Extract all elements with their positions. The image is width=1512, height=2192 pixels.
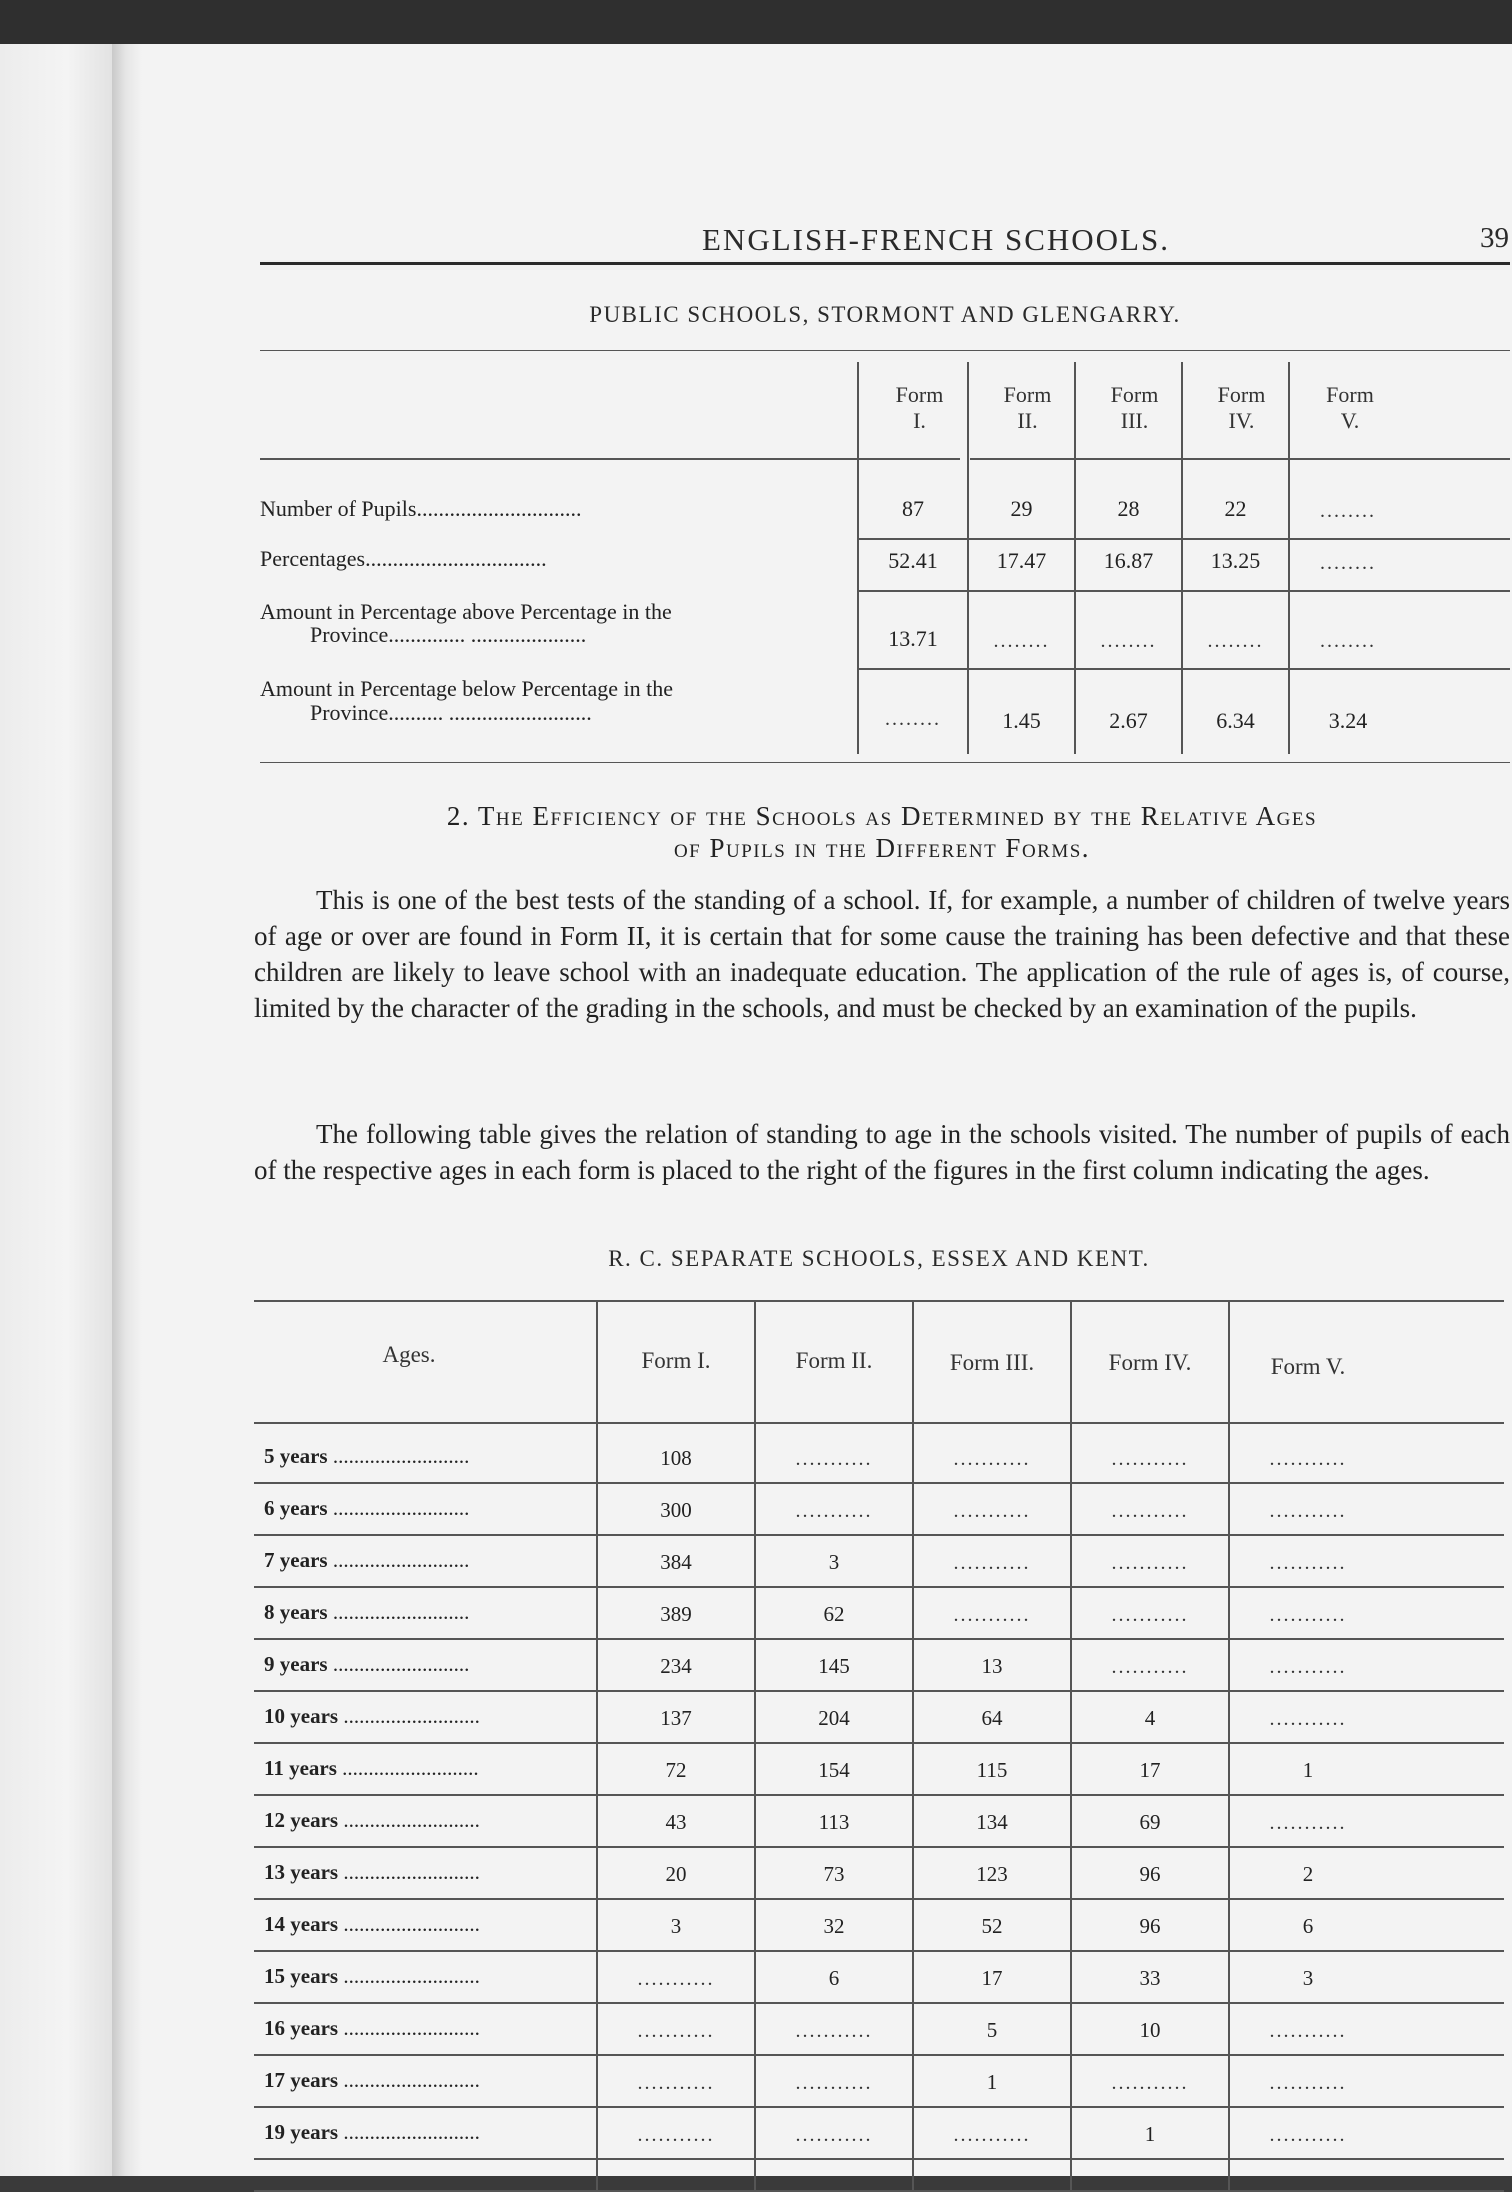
- t2-empty-cell: ...........: [1269, 2124, 1347, 2146]
- t2-cell: 43: [665, 1810, 687, 1834]
- document-page: [112, 44, 1512, 2176]
- t1-col-header-3: Form III.: [1110, 382, 1159, 433]
- t2-empty-cell: ...........: [1269, 1552, 1347, 1574]
- t2-age-label: 13 years ..........................: [264, 1860, 480, 1884]
- t2-cell: 72: [665, 1758, 687, 1782]
- t2-cell: 389: [660, 1602, 692, 1626]
- t2-age-label: 6 years ..........................: [264, 1496, 470, 1520]
- t2-age-label: 19 years ..........................: [264, 2120, 480, 2144]
- t2-cell: 6: [1302, 1914, 1314, 1938]
- t2-empty-cell: ...........: [953, 1500, 1031, 1522]
- t2-cell: 62: [823, 1602, 845, 1626]
- t2-age-label: 9 years ..........................: [264, 1652, 470, 1676]
- t2-row-rule: [254, 2158, 1504, 2160]
- t1-cell: 1.45: [1002, 708, 1041, 733]
- t2-cell: 13: [981, 1654, 1003, 1678]
- t1-col-header-4: Form IV.: [1217, 382, 1266, 433]
- t2-empty-cell: ...........: [1269, 1604, 1347, 1626]
- t1-row-rule: [859, 590, 1510, 592]
- t2-age-label: 15 years ..........................: [264, 1964, 480, 1988]
- t1-row-label-cont: Province.......... ..........................: [310, 700, 592, 725]
- t1-row-rule: [859, 538, 1510, 540]
- t2-row-rule: [254, 1534, 1504, 1536]
- t2-age-label: 14 years ..........................: [264, 1912, 480, 1936]
- t2-vline: [1228, 1302, 1230, 2192]
- t2-cell: 73: [823, 1862, 845, 1886]
- t2-cell: 1: [1302, 1758, 1314, 1782]
- t2-cell: 1: [1144, 2122, 1156, 2146]
- t2-age-label: 11 years ..........................: [264, 1756, 479, 1780]
- t2-empty-cell: ...........: [1111, 1448, 1189, 1470]
- t2-col-header-4: Form IV.: [1108, 1350, 1192, 1375]
- t2-empty-cell: ...........: [1111, 2072, 1189, 2094]
- t2-cell: 1: [986, 2070, 998, 2094]
- t2-empty-cell: ...........: [795, 1500, 873, 1522]
- t2-cell: 5: [986, 2018, 998, 2042]
- t2-row-rule: [254, 2106, 1504, 2108]
- page-number: 39: [1480, 222, 1509, 254]
- t2-cell: 20: [665, 1862, 687, 1886]
- facing-page-edge: [0, 44, 112, 2176]
- t1-cell: 87: [902, 496, 924, 521]
- t2-empty-cell: ...........: [1111, 1552, 1189, 1574]
- t1-cell: 17.47: [996, 548, 1047, 573]
- t2-cell: 96: [1139, 1862, 1161, 1886]
- t1-empty-cell: ........: [1320, 630, 1376, 652]
- t1-row-label: Amount in Percentage below Percentage in the: [260, 676, 673, 701]
- scan-top-border: [0, 0, 1512, 44]
- t2-empty-cell: ...........: [953, 1604, 1031, 1626]
- t2-vline: [912, 1302, 914, 2192]
- t2-row-rule: [254, 1638, 1504, 1640]
- t2-empty-cell: ...........: [1111, 1656, 1189, 1678]
- t2-empty-cell: ...........: [1269, 2072, 1347, 2094]
- t2-empty-cell: ...........: [1111, 1500, 1189, 1522]
- header-rule: [260, 262, 1510, 265]
- t1-row-label-cont: Province.............. .....................: [310, 622, 587, 647]
- t2-ages-header: Ages.: [382, 1342, 436, 1367]
- t1-cell: 13.71: [888, 626, 938, 651]
- t2-empty-cell: ...........: [953, 1552, 1031, 1574]
- t2-cell: 6: [828, 1966, 840, 1990]
- t2-cell: 234: [660, 1654, 692, 1678]
- t1-vline: [1288, 362, 1290, 754]
- t2-row-rule: [254, 1690, 1504, 1692]
- t2-row-rule: [254, 1482, 1504, 1484]
- t2-cell: 384: [660, 1550, 692, 1574]
- t2-empty-cell: ...........: [1111, 1604, 1189, 1626]
- t2-col-header-5: Form V.: [1270, 1354, 1346, 1379]
- t2-row-rule: [254, 1742, 1504, 1744]
- t1-row-label: Number of Pupils..............................: [260, 496, 582, 521]
- t2-age-label: 16 years ..........................: [264, 2016, 480, 2040]
- t2-empty-cell: ...........: [1269, 1500, 1347, 1522]
- t2-cell: 52: [981, 1914, 1003, 1938]
- t2-empty-cell: ...........: [637, 2072, 715, 2094]
- t2-col-header-2: Form II.: [795, 1348, 873, 1373]
- t1-cell: 16.87: [1103, 548, 1154, 573]
- t2-cell: 137: [660, 1706, 692, 1730]
- t2-vline: [1070, 1302, 1072, 2192]
- t2-cell: 96: [1139, 1914, 1161, 1938]
- t2-cell: 69: [1139, 1810, 1161, 1834]
- t2-empty-cell: ...........: [953, 1448, 1031, 1470]
- t1-empty-cell: ........: [1207, 630, 1264, 652]
- t1-empty-cell: ........: [885, 708, 941, 730]
- t2-age-label: 5 years ..........................: [264, 1444, 470, 1468]
- t2-header-underline: [254, 1422, 1504, 1424]
- t1-row-label: Amount in Percentage above Percentage in the: [260, 599, 672, 624]
- t2-cell: 123: [976, 1862, 1008, 1886]
- t2-row-rule: [254, 1846, 1504, 1848]
- t2-empty-cell: ...........: [795, 2020, 873, 2042]
- t2-top-rule: [254, 1300, 1504, 1302]
- t2-cell: 17: [981, 1966, 1003, 1990]
- t2-col-header-3: Form III.: [949, 1350, 1035, 1375]
- t1-header-underline: [260, 458, 960, 460]
- t1-cell: 3.24: [1328, 708, 1368, 733]
- t1-empty-cell: ........: [1100, 630, 1157, 652]
- t2-cell: 4: [1144, 1706, 1156, 1730]
- t1-cell: 2.67: [1109, 708, 1148, 733]
- t1-header-underline-right: [970, 458, 1510, 460]
- t2-row-rule: [254, 2002, 1504, 2004]
- t1-bottom-rule: [260, 762, 1510, 763]
- t2-cell: 115: [976, 1758, 1008, 1782]
- t2-cell: 3: [1302, 1966, 1314, 1990]
- t2-row-rule: [254, 1898, 1504, 1900]
- t2-cell: 204: [818, 1706, 850, 1730]
- t2-empty-cell: ...........: [637, 2020, 715, 2042]
- paragraph-1: This is one of the best tests of the standing of a school. If, for example, a number of children of twelve years of age or over are found in Form II, it is certain that for some cause the training has been defective and that these children are likely to leave school with an inadequate education. The application of the rule of ages is, of course, limited by the character of the grading in the schools, and must be checked by an examination of the pupils.: [254, 885, 1510, 1023]
- t2-empty-cell: ...........: [637, 2124, 715, 2146]
- t2-age-label: 7 years ..........................: [264, 1548, 470, 1572]
- t1-cell: 6.34: [1216, 708, 1255, 733]
- t2-cell: 134: [976, 1810, 1008, 1834]
- t1-row-rule: [859, 668, 1510, 670]
- t2-cell: 33: [1139, 1966, 1161, 1990]
- t1-row-label: Percentages.................................: [260, 546, 547, 571]
- t2-vline: [596, 1302, 598, 2192]
- t2-empty-cell: ...........: [1269, 1448, 1347, 1470]
- t2-empty-cell: ...........: [637, 1968, 715, 1990]
- t2-empty-cell: ...........: [953, 2124, 1031, 2146]
- t2-cell: 32: [823, 1914, 845, 1938]
- t2-cell: 3: [828, 1550, 840, 1574]
- t2-row-rule: [254, 1950, 1504, 1952]
- t2-cell: 3: [670, 1914, 682, 1938]
- t2-empty-cell: ...........: [1269, 1708, 1347, 1730]
- t2-empty-cell: ...........: [1269, 1656, 1347, 1678]
- t2-age-label: 8 years ..........................: [264, 1600, 470, 1624]
- t2-age-label: 17 years ..........................: [264, 2068, 480, 2092]
- t1-empty-cell: ........: [1320, 552, 1376, 574]
- t2-age-label: 10 years ..........................: [264, 1704, 480, 1728]
- t2-cell: 17: [1139, 1758, 1161, 1782]
- paragraph-2: The following table gives the relation of standing to age in the schools visited. The number of pupils of each of the respective ages in each form is placed to the right of the figures in the first column indicating the ages.: [254, 1119, 1510, 1185]
- t2-empty-cell: ...........: [795, 2072, 873, 2094]
- t1-col-header-2: Form II.: [1003, 382, 1052, 433]
- t2-col-header-1: Form I.: [641, 1348, 711, 1373]
- t2-empty-cell: ...........: [795, 2124, 873, 2146]
- t1-cell: 13.25: [1210, 548, 1261, 573]
- section-heading: 2. The Efficiency of the Schools as Determined by the Relative Ages of Pupils in the Different Forms.: [446, 801, 1318, 863]
- t1-cell: 28: [1117, 496, 1140, 521]
- t2-cell: 145: [818, 1654, 850, 1678]
- t2-age-label: 12 years ..........................: [264, 1808, 480, 1832]
- table1-caption: PUBLIC SCHOOLS, STORMONT AND GLENGARRY.: [589, 302, 1181, 327]
- t2-cell: 10: [1139, 2018, 1161, 2042]
- t1-empty-cell: ........: [993, 630, 1050, 652]
- t2-cell: 154: [818, 1758, 850, 1782]
- t2-row-rule: [254, 1586, 1504, 1588]
- t1-cell: 22: [1224, 496, 1247, 521]
- t2-empty-cell: ...........: [1269, 2020, 1347, 2042]
- t2-cell: 300: [660, 1498, 692, 1522]
- table2-caption: R. C. SEPARATE SCHOOLS, ESSEX AND KENT.: [608, 1246, 1150, 1271]
- t2-cell: 108: [660, 1446, 692, 1470]
- t1-col-header-1: Form I.: [895, 382, 944, 433]
- t1-cell: 52.41: [888, 548, 938, 573]
- t2-row-rule: [254, 2054, 1504, 2056]
- t2-cell: 113: [818, 1810, 850, 1834]
- t2-cell: 2: [1302, 1862, 1314, 1886]
- t2-empty-cell: ...........: [1269, 1812, 1347, 1834]
- t1-cell: 29: [1010, 496, 1033, 521]
- table1-top-rule: [260, 350, 1510, 351]
- t1-empty-cell: ........: [1320, 500, 1376, 522]
- t2-empty-cell: ...........: [795, 1448, 873, 1470]
- running-title: ENGLISH-FRENCH SCHOOLS.: [702, 222, 1170, 257]
- t1-col-header-5: Form V.: [1326, 382, 1374, 433]
- t2-row-rule: [254, 1794, 1504, 1796]
- t2-vline: [754, 1302, 756, 2192]
- t2-cell: 64: [981, 1706, 1003, 1730]
